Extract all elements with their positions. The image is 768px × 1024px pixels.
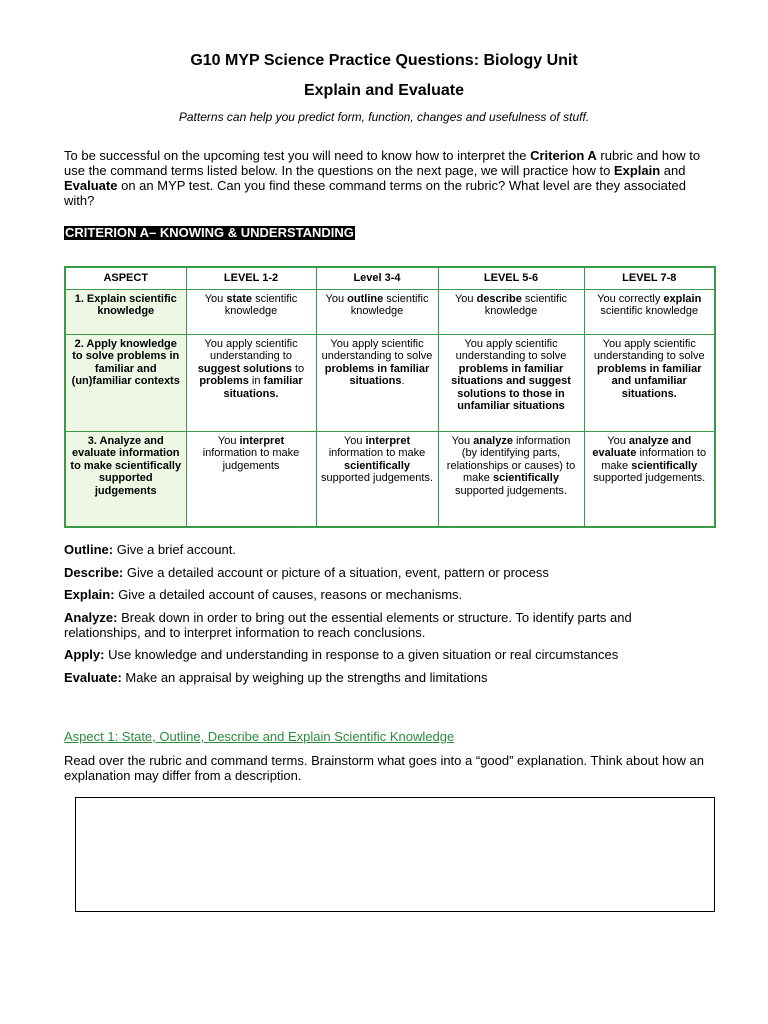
table-row (65, 431, 715, 527)
intro-bold: Criterion A (530, 148, 597, 163)
level-cell (438, 289, 584, 334)
cell-text: information to make judgements (202, 447, 300, 472)
cell-bold: suggest solutions (197, 362, 292, 375)
intro-bold: Evaluate (64, 178, 118, 193)
table-row (65, 334, 715, 431)
cell-text: You (325, 292, 348, 305)
cell-text: You (454, 292, 477, 305)
cell-text: scientific knowledge (350, 292, 429, 317)
definition-text: Give a detailed account of causes, reasons or mechanisms. (114, 587, 463, 602)
cell-text: You correctly (597, 292, 664, 305)
intro-text: on an MYP test. Can you find these command terms on the rubric? What level are they associated with? (64, 178, 686, 208)
rubric-table (64, 266, 716, 528)
header-aspect: ASPECT (65, 267, 186, 289)
definition-describe (64, 565, 704, 580)
intro-text: To be successful on the upcoming test you will need to know how to interpret the (64, 148, 531, 163)
page-title: G10 MYP Science Practice Questions: Biology Unit (190, 52, 578, 69)
cell-text: information to make (601, 447, 707, 472)
intro-paragraph (64, 148, 704, 208)
level-cell (316, 334, 438, 431)
cell-bold: scientifically (343, 459, 411, 472)
definition-term: Explain: (64, 587, 115, 602)
level-cell (186, 289, 316, 334)
table-header-row (65, 267, 715, 289)
cell-bold: explain (663, 292, 702, 305)
level-cell (186, 334, 316, 431)
definition-term: Analyze: (64, 609, 118, 625)
definition-term: Outline: (64, 542, 114, 557)
intro-text: and (660, 163, 686, 178)
cell-bold: scientifically (631, 459, 698, 472)
cell-bold: problems in familiar situations (324, 362, 430, 387)
definition-text: Give a detailed account or picture of a situation, event, pattern or process (123, 564, 549, 580)
cell-text: . (401, 375, 405, 387)
intro-bold: Explain (613, 163, 661, 178)
cell-bold: state (226, 292, 253, 305)
cell-bold: analyze (473, 434, 513, 447)
cell-text: scientific knowledge (224, 292, 298, 317)
answer-box[interactable] (75, 797, 715, 912)
criterion-heading: CRITERION A– KNOWING & UNDERSTANDING (65, 225, 354, 240)
definition-text: Break down in order to bring out the essential elements or structure. To identify parts and relationships, and to interpret information to reach conclusions. (64, 609, 632, 640)
definition-explain (64, 587, 704, 602)
cell-text: information (by identifying parts, relationships or causes) to make (446, 434, 576, 484)
cell-bold: problems in familiar and unfamiliar situations. (596, 362, 702, 400)
cell-text: to (291, 362, 305, 375)
cell-text: You apply scientific understanding to solve (593, 337, 705, 362)
aspect-cell: 1. Explain scientific knowledge (65, 289, 186, 334)
level-cell (584, 431, 715, 527)
cell-bold: interpret (365, 434, 411, 447)
aspect1-heading: Aspect 1: State, Outline, Describe and Explain Scientific Knowledge (64, 729, 455, 744)
cell-bold: problems in familiar situations and suggest solutions to those in unfamiliar situations (451, 362, 571, 412)
cell-text: You (343, 434, 366, 447)
cell-bold: describe (476, 292, 522, 305)
cell-text: scientific knowledge (600, 305, 699, 317)
aspect-cell: 3. Analyze and evaluate information to make scientifically supported judgements (65, 431, 186, 527)
cell-text: information to make (328, 447, 426, 459)
cell-bold: scientifically (492, 472, 559, 484)
cell-text: You (204, 292, 227, 305)
cell-bold: analyze and evaluate (592, 434, 692, 459)
level-cell (316, 289, 438, 334)
cell-text: supported judgements. (321, 472, 433, 484)
aspect1-instructions: Read over the rubric and command terms. Brainstorm what goes into a “good” explanation. Think about how an explanation may differ from a description. (64, 753, 704, 783)
definition-analyze (64, 610, 704, 640)
page-subtitle: Explain and Evaluate (303, 82, 465, 99)
level-cell (438, 334, 584, 431)
level-cell (316, 431, 438, 527)
definition-term: Describe: (64, 564, 124, 580)
cell-text: You apply scientific understanding to solve (455, 337, 567, 362)
cell-bold: outline (347, 292, 384, 305)
cell-text: You apply scientific understanding to solve (321, 337, 433, 362)
level-cell (584, 289, 715, 334)
cell-text: You apply scientific understanding to (204, 337, 298, 362)
header-level-3-4: Level 3-4 (316, 267, 438, 289)
cell-text: You (451, 434, 474, 447)
aspect-cell: 2. Apply knowledge to solve problems in familiar and (un)familiar contexts (65, 334, 186, 431)
definition-text: Give a brief account. (113, 542, 236, 557)
definition-outline (64, 542, 704, 557)
cell-text: scientific knowledge (484, 292, 568, 317)
table-row (65, 289, 715, 334)
header-level-5-6: LEVEL 5-6 (438, 267, 584, 289)
cell-text: supported judgements. (593, 472, 706, 484)
header-level-7-8: LEVEL 7-8 (584, 267, 715, 289)
definition-text: Use knowledge and understanding in response to a given situation or real circumstances (104, 647, 619, 662)
level-cell (438, 431, 584, 527)
cell-text: You (607, 434, 629, 447)
header-level-1-2: LEVEL 1-2 (186, 267, 316, 289)
cell-bold: familiar situations. (223, 375, 303, 400)
cell-text: in (248, 375, 264, 387)
tagline: Patterns can help you predict form, function, changes and usefulness of stuff. (178, 110, 590, 124)
level-cell (584, 334, 715, 431)
definition-apply (64, 647, 704, 662)
level-cell (186, 431, 316, 527)
cell-text: You (217, 434, 240, 447)
cell-bold: interpret (239, 434, 285, 447)
definition-term: Apply: (64, 647, 105, 662)
definition-term: Evaluate: (64, 669, 122, 685)
command-terms-list (64, 542, 704, 692)
intro-text: rubric and how to use the command terms listed below. In the questions on the next page, we will practice how to (64, 148, 701, 178)
cell-text: supported judgements. (455, 484, 567, 497)
cell-bold: problems (199, 375, 249, 387)
definition-text: Make an appraisal by weighing up the strengths and limitations (121, 669, 488, 685)
definition-evaluate (64, 670, 704, 685)
